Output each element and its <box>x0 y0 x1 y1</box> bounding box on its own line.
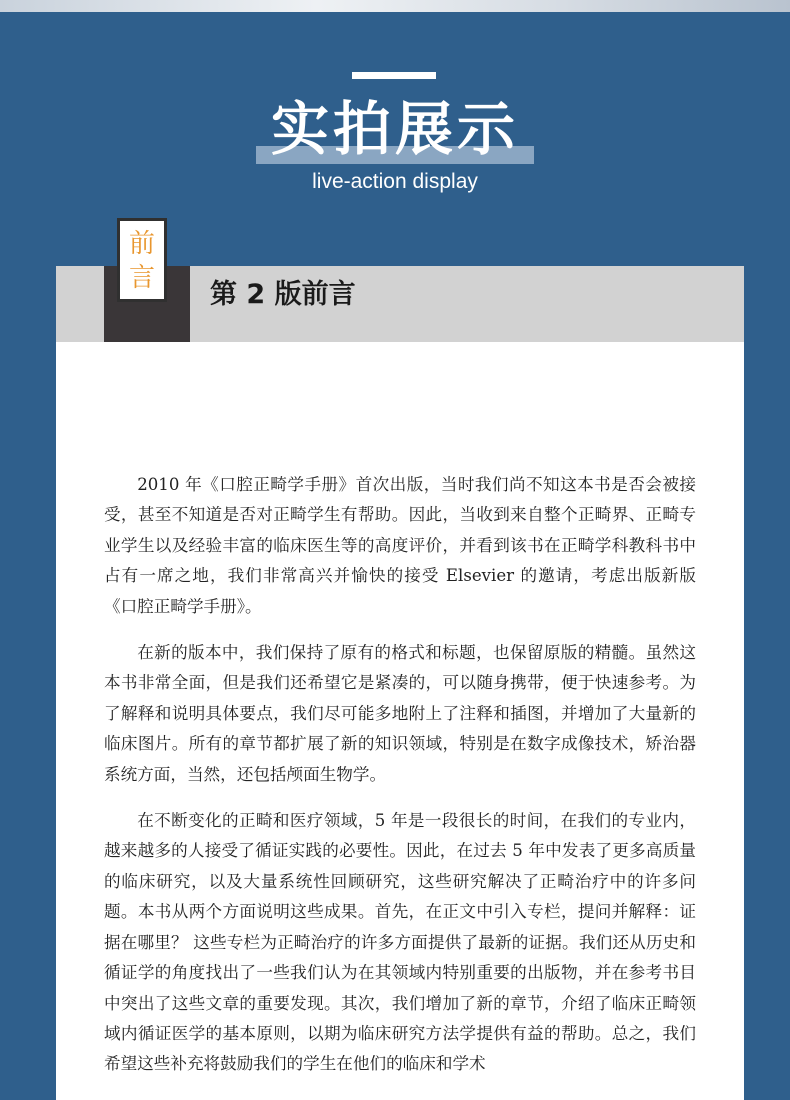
decorative-line <box>352 72 436 79</box>
banner-title: 实拍展示 <box>270 95 519 163</box>
top-photo-strip <box>0 0 790 12</box>
banner-subtitle: live-action display <box>312 170 478 193</box>
chapter-tag <box>117 218 167 302</box>
chapter-title: 第 2 版前言 <box>210 279 356 310</box>
page-body <box>104 470 696 1096</box>
chapter-tag-label: 前 言 <box>128 229 155 293</box>
paragraph: 2010 年《口腔正畸学手册》首次出版，当时我们尚不知这本书是否会被接受，甚至不知道是否对正畸学生有帮助。因此，当收到来自整个正畸界、正畸专业学生以及经验丰富的临床医生等的高度评价，并看到该书在正畸学科教科书中占有一席之地，我们非常高兴并愉快的接受 Elsevier 的邀请，考虑出版新版《口腔正畸学手册》。 <box>104 475 696 616</box>
paragraph: 在新的版本中，我们保持了原有的格式和标题，也保留原版的精髓。虽然这本书非常全面，但是我们还希望它是紧凑的，可以随身携带，便于快速参考。为了解释和说明具体要点，我们尽可能多地附上了注释和插图，并增加了大量新的临床图片。所有的章节都扩展了新的知识领域，特别是在数字成像技术，矫治器系统方面，当然，还包括颅面生物学。 <box>104 643 696 784</box>
paragraph: 在不断变化的正畸和医疗领域，5 年是一段很长的时间，在我们的专业内，越来越多的人接受了循证实践的必要性。因此，在过去 5 年中发表了更多高质量的临床研究，以及大量系统性回顾研究，这些研究解决了正畸治疗中的许多问题。本书从两个方面说明这些成果。首先，在正文中引入专栏，提问并解释：证据在哪里？ 这些专栏为正畸治疗的许多方面提供了最新的证据。我们还从历史和循证学的角度找出了一些我们认为在其领域内特别重要的出版物，并在参考书目中突出了这些文章的重要发现。其次，我们增加了新的章节，介绍了临床正畸领域内循证医学的基本原则，以期为临床研究方法学提供有益的帮助。总之，我们希望这些补充将鼓励我们的学生在他们的临床和学术 <box>104 811 696 1074</box>
banner-title-block <box>256 96 534 168</box>
